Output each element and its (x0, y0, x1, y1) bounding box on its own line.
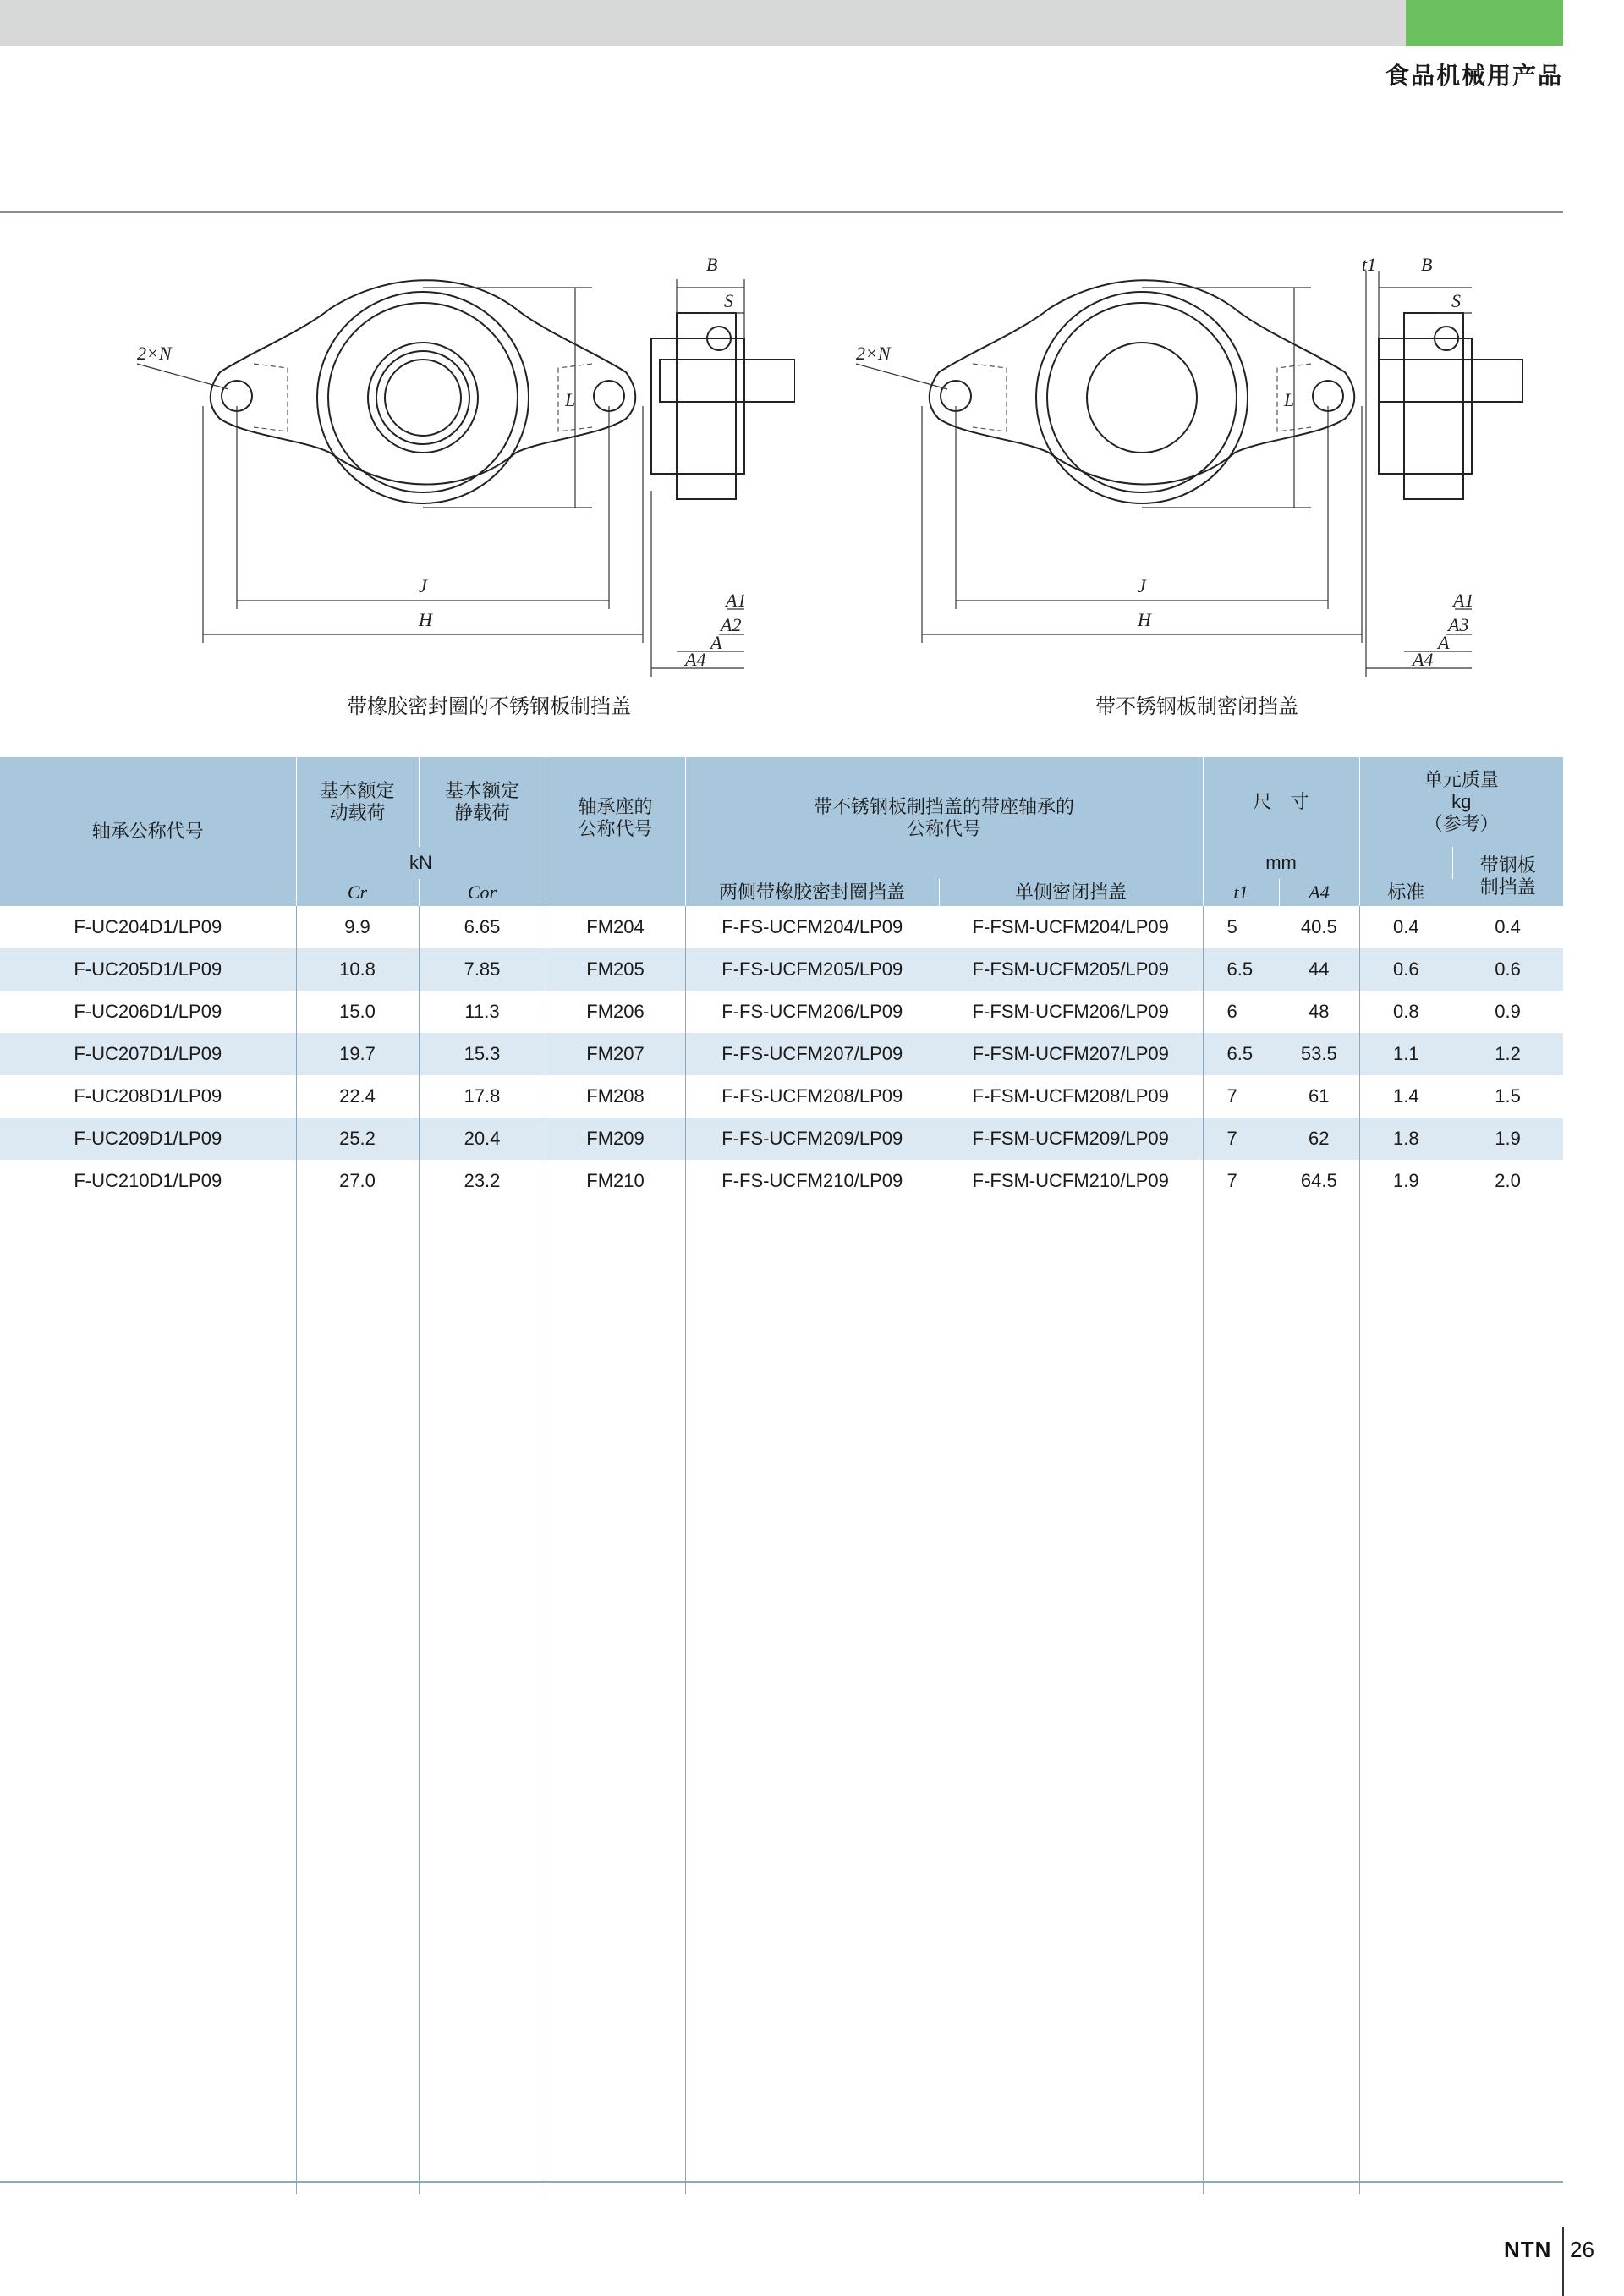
left-technical-drawing (118, 237, 795, 677)
mass-std-cell: 0.6 (1359, 948, 1452, 991)
header-unit-no: 带不锈钢板制挡盖的带座轴承的 公称代号 (685, 757, 1203, 879)
cor-cell: 11.3 (419, 991, 546, 1033)
label-a: A (710, 632, 722, 653)
label-l: L (565, 389, 576, 410)
mass-std-cell: 1.4 (1392, 1085, 1419, 1107)
mass-cover-cell: 0.6 (1452, 948, 1563, 991)
label-b: B (706, 254, 718, 275)
table-row (0, 991, 1563, 1033)
cr-cell: 10.8 (296, 948, 419, 991)
header-housing-no: 轴承座的 公称代号 (546, 757, 685, 879)
mass-cover-cell: 0.9 (1495, 1001, 1521, 1022)
bearing-cell: F-UC210D1/LP09 (0, 1160, 296, 1202)
table-row (0, 1075, 1563, 1118)
cor-cell: 15.3 (419, 1033, 546, 1075)
label-j-right: J (1138, 575, 1146, 596)
a4-cell: 61 (1279, 1075, 1359, 1118)
header-mass: 单元质量 kg （参考） (1359, 757, 1563, 847)
right-figure-caption: 带不锈钢板制密闭挡盖 (1095, 695, 1298, 718)
header-dynamic-load: 基本额定 动载荷 (296, 757, 419, 847)
a4-cell: 53.5 (1279, 1033, 1359, 1075)
cor-cell: 23.2 (419, 1160, 546, 1202)
cr-cell: 19.7 (296, 1033, 419, 1075)
mass-cover-cell: 2.0 (1495, 1170, 1521, 1191)
fs-cell: F-FS-UCFM210/LP09 (721, 1170, 903, 1191)
housing-cell: FM208 (546, 1075, 685, 1118)
cr-cell: 15.0 (296, 991, 419, 1033)
label-a4-right: A4 (1413, 649, 1434, 670)
fsm-cell: F-FSM-UCFM206/LP09 (939, 991, 1203, 1033)
housing-cell: FM209 (546, 1118, 685, 1160)
a4-cell: 64.5 (1279, 1160, 1359, 1202)
fsm-cell: F-FSM-UCFM209/LP09 (939, 1118, 1203, 1160)
table-empty-area (0, 1202, 1563, 2194)
header-single-side-closed: 单侧密闭挡盖 (939, 879, 1203, 906)
section-tab (1406, 0, 1563, 46)
cr-cell: 22.4 (296, 1075, 419, 1118)
bearing-cell: F-UC205D1/LP09 (0, 948, 296, 991)
bearing-cell: F-UC208D1/LP09 (0, 1075, 296, 1118)
label-l-right: L (1284, 389, 1295, 410)
header-cr: Cr (296, 879, 419, 906)
mass-std-cell: 1.8 (1359, 1118, 1452, 1160)
header-with-cover: 带钢板 制挡盖 (1452, 847, 1563, 906)
mass-cover-cell: 1.2 (1452, 1033, 1563, 1075)
mass-std-cell: 0.8 (1392, 1001, 1419, 1022)
housing-cell: FM206 (546, 991, 685, 1033)
mass-cover-cell: 1.5 (1495, 1085, 1521, 1107)
label-s-right: S (1451, 290, 1461, 311)
cr-cell: 25.2 (296, 1118, 419, 1160)
fs-cell: F-FS-UCFM209/LP09 (685, 1118, 939, 1160)
label-t1: t1 (1362, 254, 1377, 275)
cor-cell: 20.4 (419, 1118, 546, 1160)
label-a3: A3 (1448, 614, 1469, 635)
cor-cell: 17.8 (419, 1075, 546, 1118)
right-technical-drawing (837, 237, 1531, 677)
table-row (0, 1118, 1563, 1160)
label-j: J (419, 575, 427, 596)
label-b-right: B (1421, 254, 1433, 275)
a4-cell: 62 (1279, 1118, 1359, 1160)
label-n: 2×N (137, 343, 172, 364)
bearing-cell: F-UC206D1/LP09 (0, 991, 296, 1033)
fsm-cell: F-FSM-UCFM205/LP09 (939, 948, 1203, 991)
mass-std-cell: 1.1 (1359, 1033, 1452, 1075)
cor-cell: 7.85 (419, 948, 546, 991)
a4-cell: 48 (1279, 991, 1359, 1033)
t1-cell: 7 (1203, 1118, 1279, 1160)
fsm-cell: F-FSM-UCFM210/LP09 (939, 1160, 1203, 1202)
mass-cover-cell: 1.9 (1452, 1118, 1563, 1160)
header-bearing-no: 轴承公称代号 (0, 757, 296, 906)
label-h: H (419, 609, 432, 630)
bearing-cell: F-UC207D1/LP09 (0, 1033, 296, 1075)
specification-table (0, 757, 1563, 2194)
t1-cell: 6.5 (1203, 948, 1279, 991)
mass-std-cell: 1.9 (1392, 1170, 1419, 1191)
fsm-cell: F-FSM-UCFM208/LP09 (939, 1075, 1203, 1118)
cor-cell: 6.65 (419, 906, 546, 948)
table-row (0, 1160, 1563, 1202)
mass-cover-cell: 0.4 (1495, 916, 1521, 937)
bearing-cell: F-UC204D1/LP09 (0, 906, 296, 948)
mass-std-cell: 0.4 (1392, 916, 1419, 937)
header-unit-kn: kN (296, 847, 546, 879)
bottom-rule (0, 2181, 1563, 2183)
page-number: 26 (1570, 2237, 1594, 2262)
top-band (0, 0, 1406, 46)
header-dimensions: 尺 寸 (1203, 757, 1359, 847)
table-row (0, 1033, 1563, 1075)
label-h-right: H (1138, 609, 1151, 630)
label-s: S (724, 290, 733, 311)
cr-cell: 27.0 (296, 1160, 419, 1202)
a4-cell: 40.5 (1279, 906, 1359, 948)
fs-cell: F-FS-UCFM207/LP09 (685, 1033, 939, 1075)
cr-cell: 9.9 (296, 906, 419, 948)
housing-cell: FM207 (546, 1033, 685, 1075)
t1-cell: 7 (1226, 1085, 1237, 1107)
fs-cell: F-FS-UCFM205/LP09 (685, 948, 939, 991)
fs-cell: F-FS-UCFM208/LP09 (721, 1085, 903, 1107)
fs-cell: F-FS-UCFM206/LP09 (721, 1001, 903, 1022)
label-a2: A2 (721, 614, 742, 635)
header-a4: A4 (1279, 879, 1359, 906)
fsm-cell: F-FSM-UCFM204/LP09 (939, 906, 1203, 948)
left-figure-caption: 带橡胶密封圈的不锈钢板制挡盖 (347, 695, 631, 718)
label-a1: A1 (726, 590, 747, 611)
header-t1: t1 (1203, 879, 1279, 906)
label-a4: A4 (685, 649, 706, 670)
label-n-right: 2×N (856, 343, 891, 364)
header-static-load: 基本额定 静载荷 (419, 757, 546, 847)
t1-cell: 6 (1226, 1001, 1237, 1022)
header-standard: 标准 (1359, 879, 1452, 906)
header-unit-mm: mm (1203, 847, 1359, 879)
bearing-cell: F-UC209D1/LP09 (0, 1118, 296, 1160)
section-title: 食品机械用产品 (1385, 63, 1563, 89)
t1-cell: 7 (1226, 1170, 1237, 1191)
table-row (0, 948, 1563, 991)
page-number-divider (1562, 2227, 1564, 2296)
housing-cell: FM210 (546, 1160, 685, 1202)
header-cor: Cor (419, 879, 546, 906)
housing-cell: FM205 (546, 948, 685, 991)
label-a1-right: A1 (1453, 590, 1474, 611)
fsm-cell: F-FSM-UCFM207/LP09 (939, 1033, 1203, 1075)
t1-cell: 6.5 (1203, 1033, 1279, 1075)
top-rule (0, 211, 1563, 213)
a4-cell: 44 (1279, 948, 1359, 991)
ntn-logo: NTN (1504, 2237, 1552, 2262)
header-both-side-seal: 两侧带橡胶密封圈挡盖 (685, 879, 939, 906)
table-row (0, 906, 1563, 948)
t1-cell: 5 (1226, 916, 1237, 937)
label-a-right: A (1438, 632, 1450, 653)
housing-cell: FM204 (546, 906, 685, 948)
fs-cell: F-FS-UCFM204/LP09 (721, 916, 903, 937)
